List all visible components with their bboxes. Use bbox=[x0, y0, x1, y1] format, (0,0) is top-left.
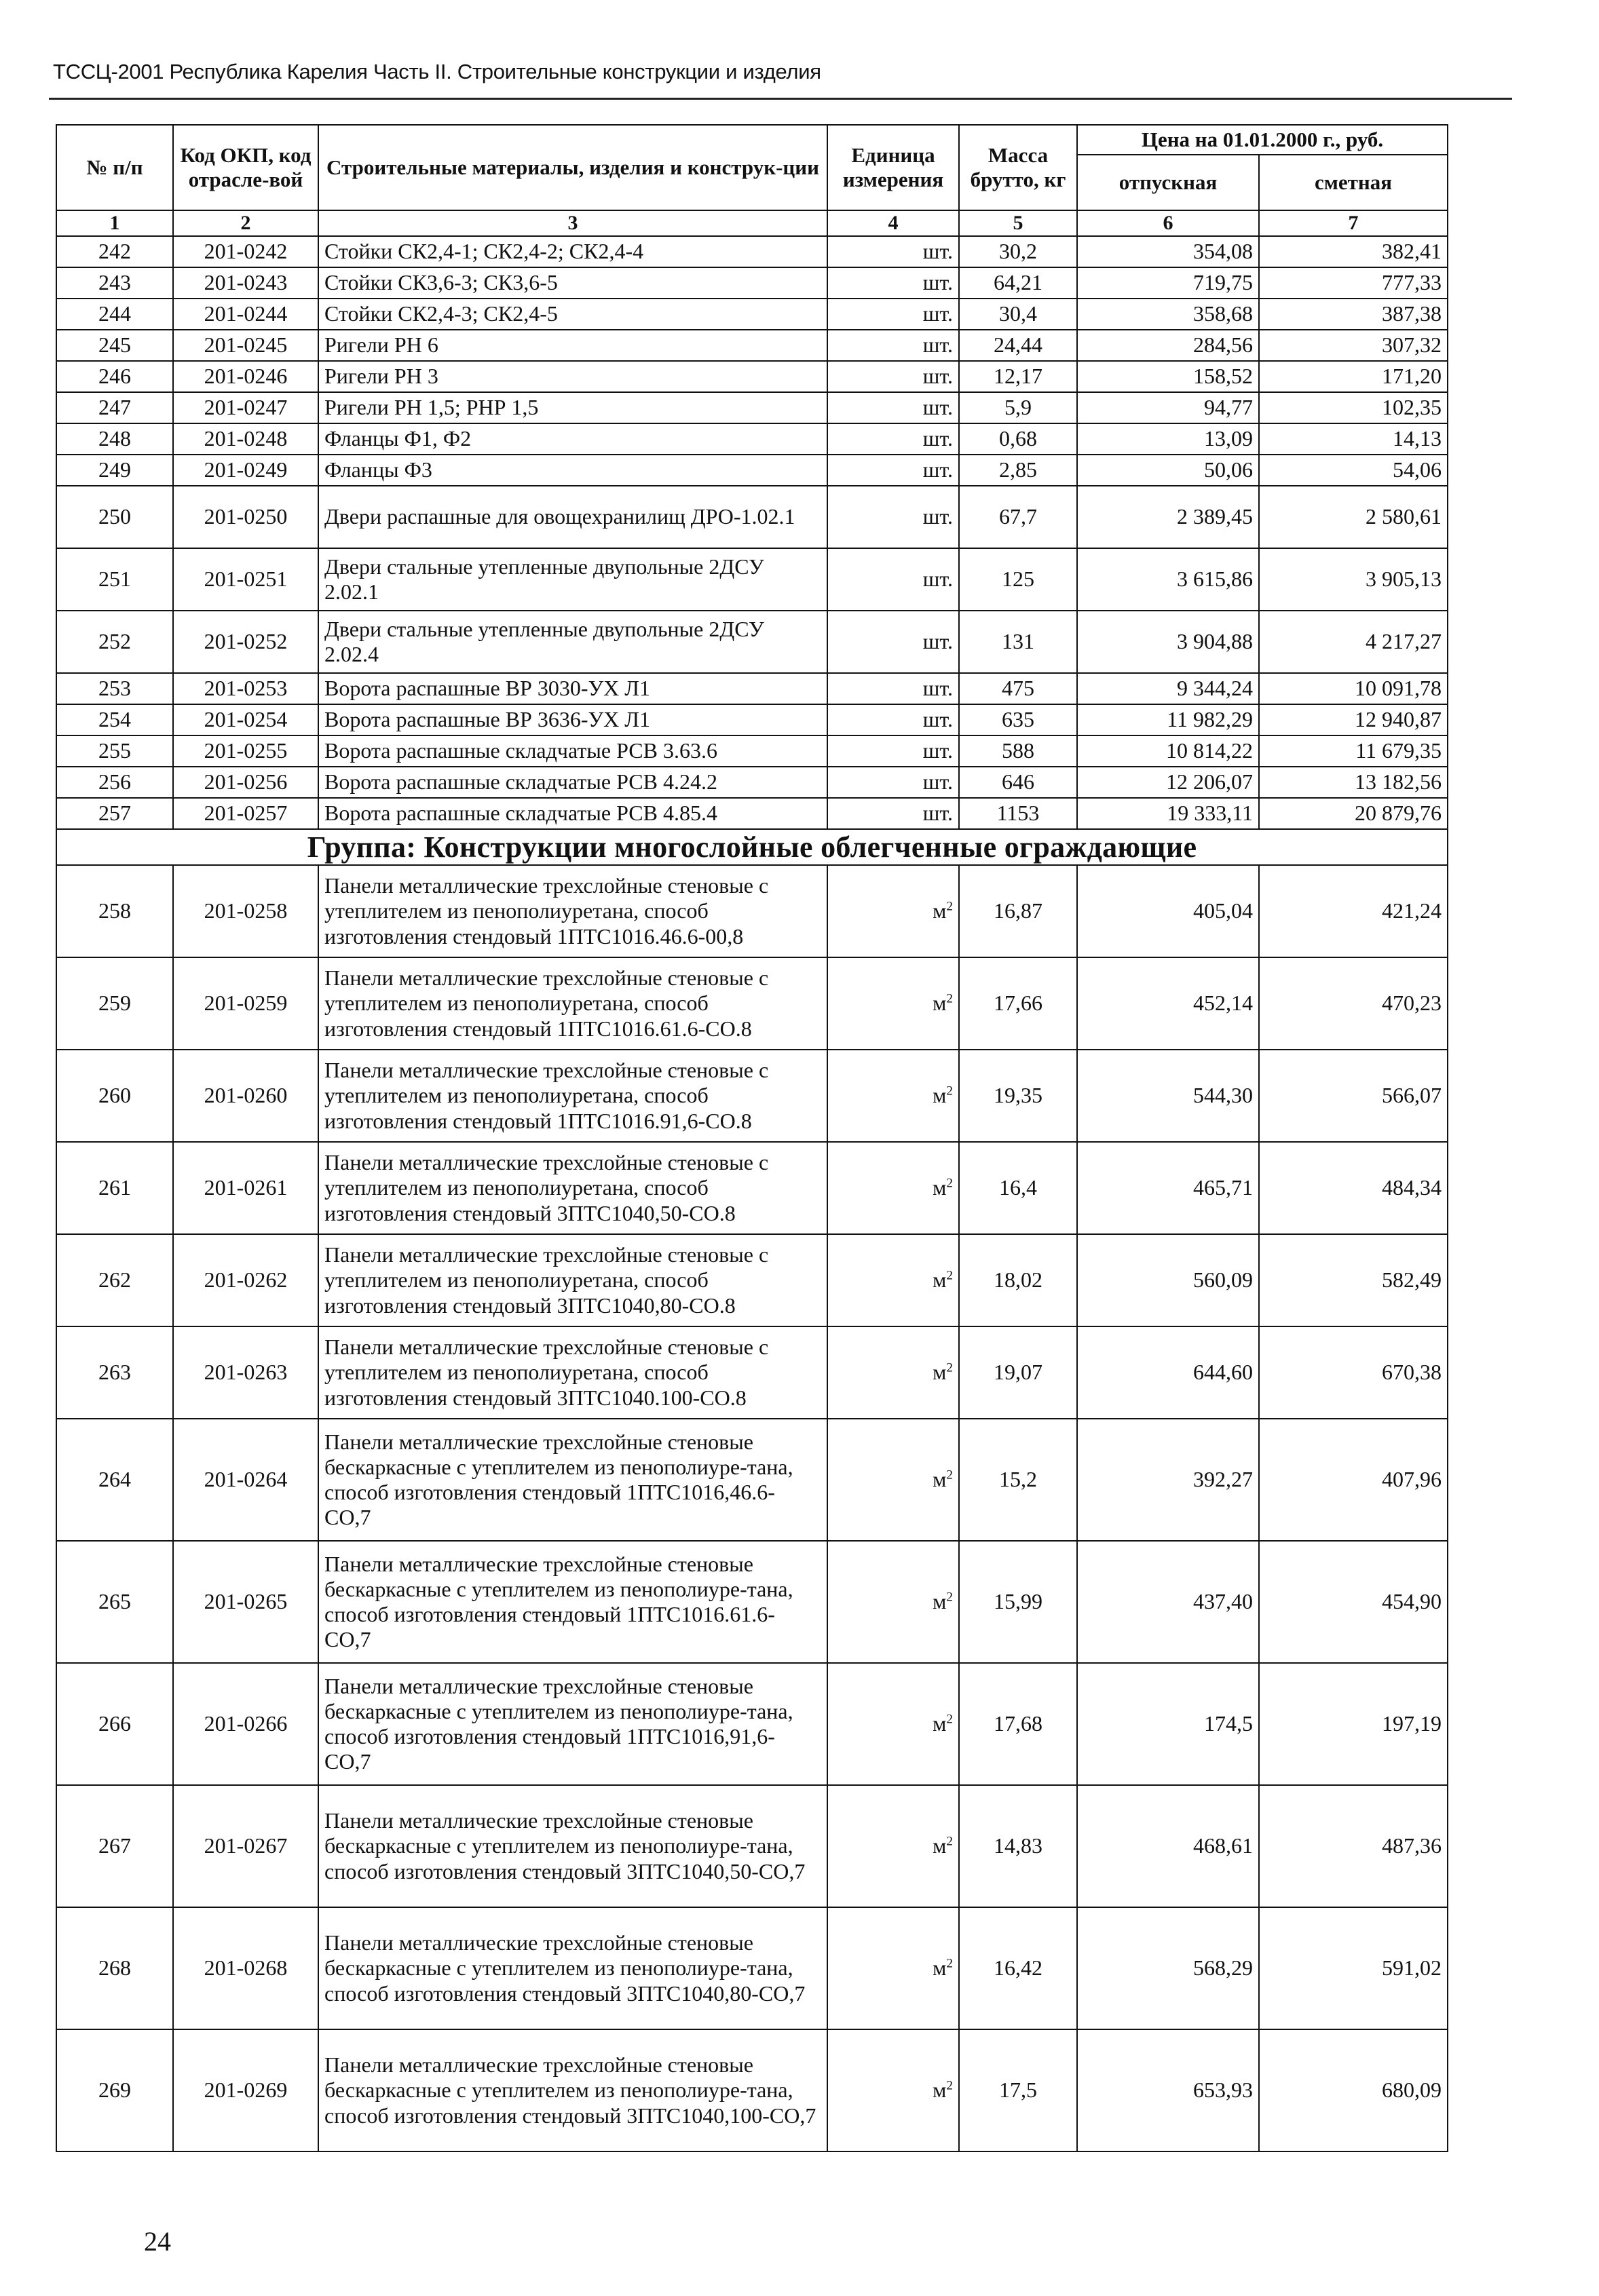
table-body bbox=[56, 236, 1448, 829]
row-price-release: 568,29 bbox=[1077, 1907, 1259, 2029]
row-code: 201-0265 bbox=[173, 1541, 318, 1663]
row-name: Фланцы Ф3 bbox=[318, 455, 827, 486]
row-unit bbox=[827, 865, 959, 957]
row-number: 267 bbox=[56, 1785, 173, 1907]
row-mass: 18,02 bbox=[959, 1234, 1077, 1326]
table-row bbox=[56, 1541, 1448, 1663]
header-num: № п/п bbox=[56, 125, 173, 210]
row-unit: шт. bbox=[827, 267, 959, 299]
table-row bbox=[56, 455, 1448, 486]
row-price-estimate: 484,34 bbox=[1259, 1142, 1448, 1234]
row-price-estimate: 3 905,13 bbox=[1259, 548, 1448, 611]
unit-exponent: 2 bbox=[946, 2078, 953, 2093]
unit-exponent: 2 bbox=[946, 1268, 953, 1283]
row-mass: 30,4 bbox=[959, 299, 1077, 330]
row-price-estimate: 10 091,78 bbox=[1259, 673, 1448, 704]
row-mass: 15,99 bbox=[959, 1541, 1077, 1663]
row-price-estimate: 102,35 bbox=[1259, 392, 1448, 423]
row-unit: шт. bbox=[827, 361, 959, 392]
row-code: 201-0247 bbox=[173, 392, 318, 423]
row-mass: 16,87 bbox=[959, 865, 1077, 957]
row-number: 244 bbox=[56, 299, 173, 330]
unit-exponent: 2 bbox=[946, 1712, 953, 1727]
table-row bbox=[56, 798, 1448, 829]
table-row bbox=[56, 1419, 1448, 1541]
row-unit bbox=[827, 1419, 959, 1541]
row-price-release: 11 982,29 bbox=[1077, 704, 1259, 735]
table-row bbox=[56, 611, 1448, 673]
row-code: 201-0262 bbox=[173, 1234, 318, 1326]
row-price-release: 544,30 bbox=[1077, 1050, 1259, 1142]
header-price-group: Цена на 01.01.2000 г., руб. bbox=[1077, 125, 1448, 155]
row-price-release: 3 615,86 bbox=[1077, 548, 1259, 611]
row-price-estimate: 582,49 bbox=[1259, 1234, 1448, 1326]
header-price-estimate: сметная bbox=[1259, 155, 1448, 210]
row-mass: 12,17 bbox=[959, 361, 1077, 392]
table-row bbox=[56, 236, 1448, 267]
row-price-release: 405,04 bbox=[1077, 865, 1259, 957]
row-number: 256 bbox=[56, 767, 173, 798]
table-row bbox=[56, 865, 1448, 957]
row-name: Панели металлические трехслойные стеновые бескаркасные с утеплителем из пенополиуре-тана, способ изготовления стендовый 3ПТС1040,100-СО,7 bbox=[318, 2029, 827, 2151]
row-name: Ригели РН 6 bbox=[318, 330, 827, 361]
table-row bbox=[56, 767, 1448, 798]
row-code: 201-0263 bbox=[173, 1326, 318, 1419]
row-unit: шт. bbox=[827, 423, 959, 455]
column-numbers-row bbox=[56, 210, 1448, 236]
row-code: 201-0260 bbox=[173, 1050, 318, 1142]
row-mass: 14,83 bbox=[959, 1785, 1077, 1907]
unit-base: м bbox=[933, 1083, 947, 1108]
row-code: 201-0264 bbox=[173, 1419, 318, 1541]
table-row bbox=[56, 2029, 1448, 2151]
unit-base: м bbox=[933, 1175, 947, 1200]
row-number: 246 bbox=[56, 361, 173, 392]
row-unit bbox=[827, 1326, 959, 1419]
table-row bbox=[56, 704, 1448, 735]
row-name: Панели металлические трехслойные стеновые с утеплителем из пенополиуретана, способ изготовления стендовый 3ПТС1040.100-СО.8 bbox=[318, 1326, 827, 1419]
row-price-estimate: 407,96 bbox=[1259, 1419, 1448, 1541]
row-name: Ригели РН 1,5; РНР 1,5 bbox=[318, 392, 827, 423]
unit-exponent: 2 bbox=[946, 1590, 953, 1605]
column-number: 1 bbox=[56, 210, 173, 236]
row-number: 242 bbox=[56, 236, 173, 267]
row-price-release: 50,06 bbox=[1077, 455, 1259, 486]
column-number: 4 bbox=[827, 210, 959, 236]
row-code: 201-0251 bbox=[173, 548, 318, 611]
row-name: Панели металлические трехслойные стеновые с утеплителем из пенополиуретана, способ изготовления стендовый 3ПТС1040,80-СО.8 bbox=[318, 1234, 827, 1326]
row-code: 201-0249 bbox=[173, 455, 318, 486]
row-price-estimate: 591,02 bbox=[1259, 1907, 1448, 2029]
table-row bbox=[56, 548, 1448, 611]
row-mass: 2,85 bbox=[959, 455, 1077, 486]
row-price-release: 437,40 bbox=[1077, 1541, 1259, 1663]
row-mass: 125 bbox=[959, 548, 1077, 611]
header-unit: Единица измерения bbox=[827, 125, 959, 210]
table-row bbox=[56, 330, 1448, 361]
row-mass: 1153 bbox=[959, 798, 1077, 829]
row-price-release: 284,56 bbox=[1077, 330, 1259, 361]
row-unit: шт. bbox=[827, 455, 959, 486]
row-name: Стойки СК2,4-1; СК2,4-2; СК2,4-4 bbox=[318, 236, 827, 267]
header-mass: Масса брутто, кг bbox=[959, 125, 1077, 210]
row-mass: 19,07 bbox=[959, 1326, 1077, 1419]
unit-base: м bbox=[933, 991, 947, 1016]
row-number: 268 bbox=[56, 1907, 173, 2029]
row-name: Двери стальные утепленные двупольные 2ДСУ 2.02.4 bbox=[318, 611, 827, 673]
row-code: 201-0256 bbox=[173, 767, 318, 798]
unit-base: м bbox=[933, 1589, 947, 1614]
row-unit bbox=[827, 1907, 959, 2029]
row-price-estimate: 2 580,61 bbox=[1259, 486, 1448, 548]
row-name: Панели металлические трехслойные стеновые с утеплителем из пенополиуретана, способ изготовления стендовый 1ПТС1016.91,6-СО.8 bbox=[318, 1050, 827, 1142]
table-row bbox=[56, 1785, 1448, 1907]
row-price-estimate: 487,36 bbox=[1259, 1785, 1448, 1907]
row-price-release: 19 333,11 bbox=[1077, 798, 1259, 829]
row-mass: 15,2 bbox=[959, 1419, 1077, 1541]
row-mass: 24,44 bbox=[959, 330, 1077, 361]
unit-base: м bbox=[933, 1467, 947, 1492]
page-number: 24 bbox=[144, 2226, 171, 2257]
row-price-estimate: 680,09 bbox=[1259, 2029, 1448, 2151]
row-number: 258 bbox=[56, 865, 173, 957]
row-code: 201-0243 bbox=[173, 267, 318, 299]
row-price-estimate: 54,06 bbox=[1259, 455, 1448, 486]
row-price-estimate: 11 679,35 bbox=[1259, 735, 1448, 767]
row-price-release: 452,14 bbox=[1077, 957, 1259, 1050]
row-code: 201-0267 bbox=[173, 1785, 318, 1907]
row-number: 260 bbox=[56, 1050, 173, 1142]
row-number: 250 bbox=[56, 486, 173, 548]
table-row bbox=[56, 673, 1448, 704]
row-mass: 17,5 bbox=[959, 2029, 1077, 2151]
row-mass: 646 bbox=[959, 767, 1077, 798]
row-price-estimate: 4 217,27 bbox=[1259, 611, 1448, 673]
column-number: 5 bbox=[959, 210, 1077, 236]
row-code: 201-0258 bbox=[173, 865, 318, 957]
unit-exponent: 2 bbox=[946, 1176, 953, 1191]
row-number: 265 bbox=[56, 1541, 173, 1663]
row-number: 261 bbox=[56, 1142, 173, 1234]
row-price-release: 158,52 bbox=[1077, 361, 1259, 392]
unit-exponent: 2 bbox=[946, 1360, 953, 1375]
row-number: 245 bbox=[56, 330, 173, 361]
row-price-release: 719,75 bbox=[1077, 267, 1259, 299]
row-mass: 64,21 bbox=[959, 267, 1077, 299]
row-price-estimate: 197,19 bbox=[1259, 1663, 1448, 1785]
row-price-estimate: 307,32 bbox=[1259, 330, 1448, 361]
row-number: 263 bbox=[56, 1326, 173, 1419]
row-name: Ворота распашные складчатые РСВ 4.85.4 bbox=[318, 798, 827, 829]
row-price-release: 392,27 bbox=[1077, 1419, 1259, 1541]
unit-base: м bbox=[933, 898, 947, 923]
row-price-estimate: 421,24 bbox=[1259, 865, 1448, 957]
table-row bbox=[56, 267, 1448, 299]
table-row bbox=[56, 1234, 1448, 1326]
row-code: 201-0269 bbox=[173, 2029, 318, 2151]
row-mass: 475 bbox=[959, 673, 1077, 704]
row-price-release: 3 904,88 bbox=[1077, 611, 1259, 673]
group-title: Группа: Конструкции многослойные облегченные ограждающие bbox=[56, 829, 1448, 865]
row-code: 201-0257 bbox=[173, 798, 318, 829]
row-price-estimate: 387,38 bbox=[1259, 299, 1448, 330]
row-price-release: 653,93 bbox=[1077, 2029, 1259, 2151]
row-price-release: 12 206,07 bbox=[1077, 767, 1259, 798]
row-mass: 635 bbox=[959, 704, 1077, 735]
row-unit bbox=[827, 1050, 959, 1142]
unit-exponent: 2 bbox=[946, 1834, 953, 1849]
row-unit: шт. bbox=[827, 236, 959, 267]
row-mass: 16,42 bbox=[959, 1907, 1077, 2029]
row-number: 266 bbox=[56, 1663, 173, 1785]
row-number: 251 bbox=[56, 548, 173, 611]
row-name: Двери распашные для овощехранилищ ДРО-1.02.1 bbox=[318, 486, 827, 548]
row-price-release: 354,08 bbox=[1077, 236, 1259, 267]
unit-exponent: 2 bbox=[946, 991, 953, 1006]
row-mass: 16,4 bbox=[959, 1142, 1077, 1234]
row-name: Панели металлические трехслойные стеновые с утеплителем из пенополиуретана, способ изготовления стендовый 1ПТС1016.61.6-СО.8 bbox=[318, 957, 827, 1050]
table-row bbox=[56, 299, 1448, 330]
row-number: 254 bbox=[56, 704, 173, 735]
row-number: 252 bbox=[56, 611, 173, 673]
row-name: Панели металлические трехслойные стеновые с утеплителем из пенополиуретана, способ изготовления стендовый 3ПТС1040,50-СО.8 bbox=[318, 1142, 827, 1234]
row-price-estimate: 470,23 bbox=[1259, 957, 1448, 1050]
row-name: Панели металлические трехслойные стеновые с утеплителем из пенополиуретана, способ изготовления стендовый 1ПТС1016.46.6-00,8 bbox=[318, 865, 827, 957]
row-code: 201-0245 bbox=[173, 330, 318, 361]
row-unit: шт. bbox=[827, 486, 959, 548]
unit-base: м bbox=[933, 1833, 947, 1858]
table-row bbox=[56, 361, 1448, 392]
row-price-release: 9 344,24 bbox=[1077, 673, 1259, 704]
row-number: 247 bbox=[56, 392, 173, 423]
row-number: 257 bbox=[56, 798, 173, 829]
row-number: 259 bbox=[56, 957, 173, 1050]
row-price-estimate: 566,07 bbox=[1259, 1050, 1448, 1142]
row-price-estimate: 171,20 bbox=[1259, 361, 1448, 392]
row-number: 243 bbox=[56, 267, 173, 299]
row-code: 201-0248 bbox=[173, 423, 318, 455]
row-mass: 588 bbox=[959, 735, 1077, 767]
row-unit bbox=[827, 2029, 959, 2151]
row-code: 201-0268 bbox=[173, 1907, 318, 2029]
table-row bbox=[56, 957, 1448, 1050]
row-price-estimate: 14,13 bbox=[1259, 423, 1448, 455]
row-mass: 30,2 bbox=[959, 236, 1077, 267]
row-code: 201-0254 bbox=[173, 704, 318, 735]
row-price-release: 174,5 bbox=[1077, 1663, 1259, 1785]
row-unit bbox=[827, 1663, 959, 1785]
column-number: 7 bbox=[1259, 210, 1448, 236]
row-unit: шт. bbox=[827, 299, 959, 330]
header-rule bbox=[49, 98, 1512, 100]
row-mass: 5,9 bbox=[959, 392, 1077, 423]
unit-exponent: 2 bbox=[946, 899, 953, 914]
table-header bbox=[56, 125, 1448, 210]
unit-base: м bbox=[933, 1955, 947, 1981]
row-price-estimate: 20 879,76 bbox=[1259, 798, 1448, 829]
group-table-body bbox=[56, 865, 1448, 2151]
row-price-release: 2 389,45 bbox=[1077, 486, 1259, 548]
row-name: Ворота распашные ВР 3636-УХ Л1 bbox=[318, 704, 827, 735]
row-name: Двери стальные утепленные двупольные 2ДСУ 2.02.1 bbox=[318, 548, 827, 611]
row-price-estimate: 454,90 bbox=[1259, 1541, 1448, 1663]
row-code: 201-0261 bbox=[173, 1142, 318, 1234]
row-price-release: 10 814,22 bbox=[1077, 735, 1259, 767]
row-name: Ворота распашные складчатые РСВ 3.63.6 bbox=[318, 735, 827, 767]
row-unit bbox=[827, 1785, 959, 1907]
unit-exponent: 2 bbox=[946, 1468, 953, 1482]
row-unit: шт. bbox=[827, 548, 959, 611]
row-mass: 67,7 bbox=[959, 486, 1077, 548]
row-price-estimate: 382,41 bbox=[1259, 236, 1448, 267]
row-price-release: 13,09 bbox=[1077, 423, 1259, 455]
column-number: 3 bbox=[318, 210, 827, 236]
row-price-release: 468,61 bbox=[1077, 1785, 1259, 1907]
row-name: Панели металлические трехслойные стеновые бескаркасные с утеплителем из пенополиуре-тана, способ изготовления стендовый 1ПТС1016.61.6-СО,7 bbox=[318, 1541, 827, 1663]
row-price-estimate: 777,33 bbox=[1259, 267, 1448, 299]
row-name: Панели металлические трехслойные стеновые бескаркасные с утеплителем из пенополиуре-тана, способ изготовления стендовый 3ПТС1040,80-СО,7 bbox=[318, 1907, 827, 2029]
row-number: 253 bbox=[56, 673, 173, 704]
table-row bbox=[56, 486, 1448, 548]
table-row bbox=[56, 1663, 1448, 1785]
row-number: 248 bbox=[56, 423, 173, 455]
unit-exponent: 2 bbox=[946, 1084, 953, 1098]
unit-base: м bbox=[933, 1711, 947, 1736]
row-unit: шт. bbox=[827, 392, 959, 423]
row-unit: шт. bbox=[827, 767, 959, 798]
row-price-estimate: 12 940,87 bbox=[1259, 704, 1448, 735]
row-unit bbox=[827, 1234, 959, 1326]
row-unit: шт. bbox=[827, 735, 959, 767]
row-code: 201-0250 bbox=[173, 486, 318, 548]
row-mass: 0,68 bbox=[959, 423, 1077, 455]
row-unit: шт. bbox=[827, 704, 959, 735]
header-name: Строительные материалы, изделия и конструк-ции bbox=[318, 125, 827, 210]
row-unit bbox=[827, 1541, 959, 1663]
row-number: 249 bbox=[56, 455, 173, 486]
row-code: 201-0253 bbox=[173, 673, 318, 704]
row-mass: 131 bbox=[959, 611, 1077, 673]
row-price-estimate: 670,38 bbox=[1259, 1326, 1448, 1419]
row-name: Панели металлические трехслойные стеновые бескаркасные с утеплителем из пенополиуре-тана, способ изготовления стендовый 1ПТС1016,46.6-СО,7 bbox=[318, 1419, 827, 1541]
row-code: 201-0246 bbox=[173, 361, 318, 392]
row-name: Ригели РН 3 bbox=[318, 361, 827, 392]
row-code: 201-0244 bbox=[173, 299, 318, 330]
header-code: Код ОКП, код отрасле-вой bbox=[173, 125, 318, 210]
row-unit: шт. bbox=[827, 673, 959, 704]
row-code: 201-0242 bbox=[173, 236, 318, 267]
row-name: Стойки СК2,4-3; СК2,4-5 bbox=[318, 299, 827, 330]
row-name: Панели металлические трехслойные стеновые бескаркасные с утеплителем из пенополиуре-тана, способ изготовления стендовый 1ПТС1016,91,6-СО,7 bbox=[318, 1663, 827, 1785]
row-unit: шт. bbox=[827, 330, 959, 361]
column-number: 6 bbox=[1077, 210, 1259, 236]
group-row bbox=[56, 829, 1448, 865]
row-number: 255 bbox=[56, 735, 173, 767]
row-name: Ворота распашные ВР 3030-УХ Л1 bbox=[318, 673, 827, 704]
row-unit: шт. bbox=[827, 798, 959, 829]
table-row bbox=[56, 1907, 1448, 2029]
row-code: 201-0252 bbox=[173, 611, 318, 673]
row-mass: 17,66 bbox=[959, 957, 1077, 1050]
row-name: Стойки СК3,6-3; СК3,6-5 bbox=[318, 267, 827, 299]
row-unit bbox=[827, 1142, 959, 1234]
unit-exponent: 2 bbox=[946, 1956, 953, 1971]
table-row bbox=[56, 735, 1448, 767]
row-price-release: 358,68 bbox=[1077, 299, 1259, 330]
table-row bbox=[56, 1142, 1448, 1234]
row-mass: 19,35 bbox=[959, 1050, 1077, 1142]
price-table bbox=[56, 124, 1448, 2152]
unit-base: м bbox=[933, 2078, 947, 2103]
unit-base: м bbox=[933, 1267, 947, 1293]
row-code: 201-0259 bbox=[173, 957, 318, 1050]
row-number: 269 bbox=[56, 2029, 173, 2151]
row-price-estimate: 13 182,56 bbox=[1259, 767, 1448, 798]
row-price-release: 560,09 bbox=[1077, 1234, 1259, 1326]
row-price-release: 94,77 bbox=[1077, 392, 1259, 423]
row-name: Панели металлические трехслойные стеновые бескаркасные с утеплителем из пенополиуре-тана, способ изготовления стендовый 3ПТС1040,50-СО,7 bbox=[318, 1785, 827, 1907]
table-row bbox=[56, 392, 1448, 423]
row-number: 264 bbox=[56, 1419, 173, 1541]
unit-base: м bbox=[933, 1360, 947, 1385]
row-code: 201-0266 bbox=[173, 1663, 318, 1785]
header-price-release: отпускная bbox=[1077, 155, 1259, 210]
table-row bbox=[56, 423, 1448, 455]
table-row bbox=[56, 1050, 1448, 1142]
row-code: 201-0255 bbox=[173, 735, 318, 767]
column-number: 2 bbox=[173, 210, 318, 236]
price-table-container bbox=[56, 124, 1448, 2152]
table-row bbox=[56, 1326, 1448, 1419]
row-price-release: 644,60 bbox=[1077, 1326, 1259, 1419]
row-number: 262 bbox=[56, 1234, 173, 1326]
page-header: ТССЦ-2001 Республика Карелия Часть II. Строительные конструкции и изделия bbox=[53, 60, 821, 83]
row-unit: шт. bbox=[827, 611, 959, 673]
row-unit bbox=[827, 957, 959, 1050]
row-mass: 17,68 bbox=[959, 1663, 1077, 1785]
row-name: Ворота распашные складчатые РСВ 4.24.2 bbox=[318, 767, 827, 798]
row-name: Фланцы Ф1, Ф2 bbox=[318, 423, 827, 455]
row-price-release: 465,71 bbox=[1077, 1142, 1259, 1234]
